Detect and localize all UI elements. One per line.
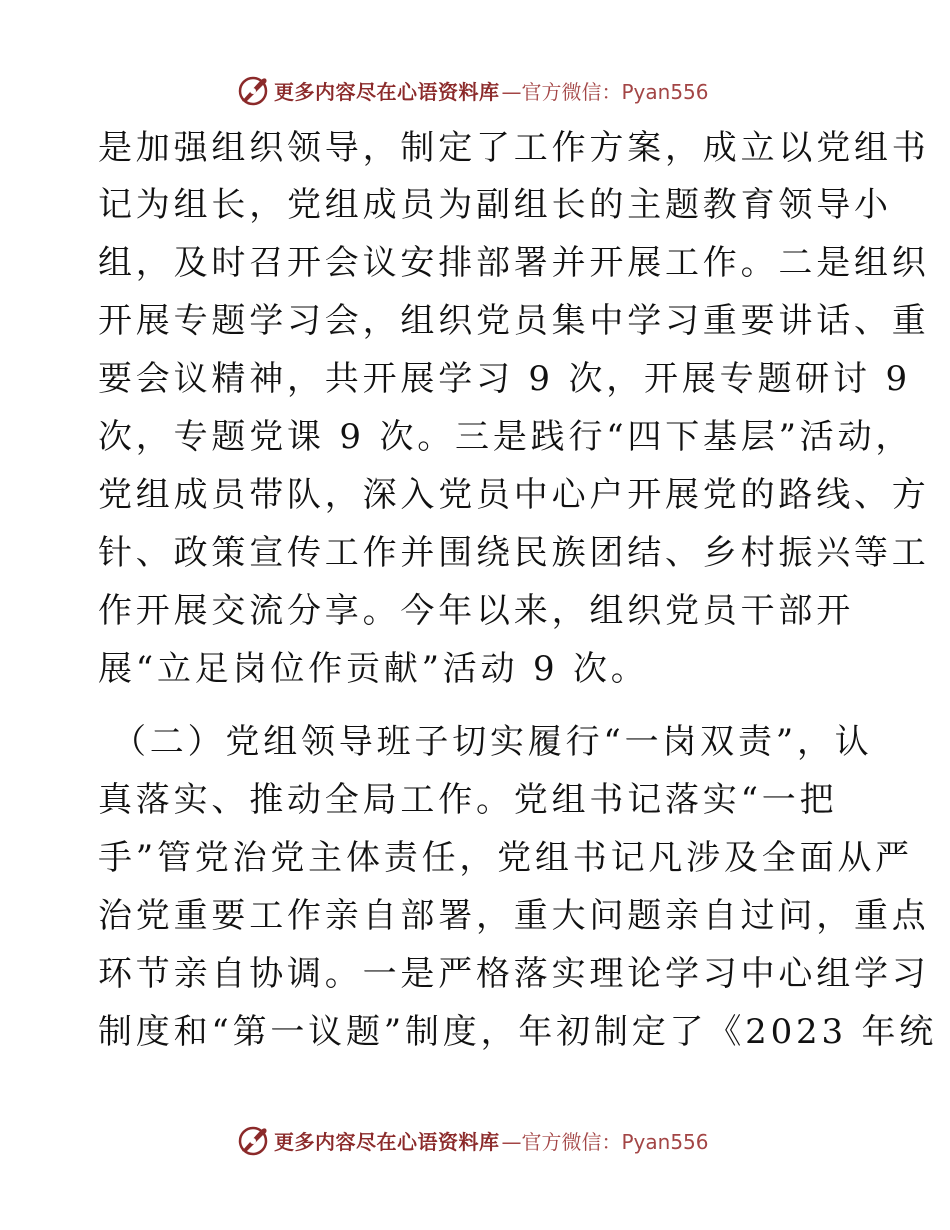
watermark-contact: —官方微信：Pyan556 bbox=[501, 79, 709, 104]
section-heading-line: （二）党组领导班子切实履行“一岗双责”，认 bbox=[112, 722, 873, 762]
watermark-text: 更多内容尽在心语资料库 bbox=[274, 1129, 500, 1154]
text-line: 展“立足岗位作贡献”活动 9 次。 bbox=[98, 649, 649, 689]
text-line: 党组成员带队，深入党员中心户开展党的路线、方 bbox=[98, 475, 930, 515]
text-line: 手”管党治党主体责任，党组书记凡涉及全面从严 bbox=[98, 838, 913, 878]
text-line: 组，及时召开会议安排部署并开展工作。二是组织 bbox=[98, 243, 930, 283]
quill-logo-icon bbox=[236, 1123, 270, 1157]
text-line: 针、政策宣传工作并围绕民族团结、乡村振兴等工 bbox=[98, 533, 930, 573]
text-line: 要会议精神，共开展学习 9 次，开展专题研讨 9 bbox=[98, 359, 911, 399]
text-line: 制度和“第一议题”制度，年初制定了《2023 年统 bbox=[98, 1012, 938, 1052]
text-line: 次，专题党课 9 次。三是践行“四下基层”活动， bbox=[98, 417, 914, 457]
watermark-footer bbox=[236, 1122, 709, 1158]
text-line: 开展专题学习会，组织党员集中学习重要讲话、重 bbox=[98, 301, 930, 341]
text-line: 真落实、推动全局工作。党组书记落实“一把 bbox=[98, 780, 838, 820]
text-line: 作开展交流分享。今年以来，组织党员干部开 bbox=[98, 591, 854, 631]
watermark-contact: —官方微信：Pyan556 bbox=[501, 1129, 709, 1154]
text-line: 环节亲自协调。一是严格落实理论学习中心组学习 bbox=[98, 954, 930, 994]
text-line: 是加强组织领导，制定了工作方案，成立以党组书 bbox=[98, 128, 930, 168]
watermark-text: 更多内容尽在心语资料库 bbox=[274, 79, 500, 104]
text-line: 治党重要工作亲自部署，重大问题亲自过问，重点 bbox=[98, 896, 930, 936]
text-line: 记为组长，党组成员为副组长的主题教育领导小 bbox=[98, 185, 892, 225]
